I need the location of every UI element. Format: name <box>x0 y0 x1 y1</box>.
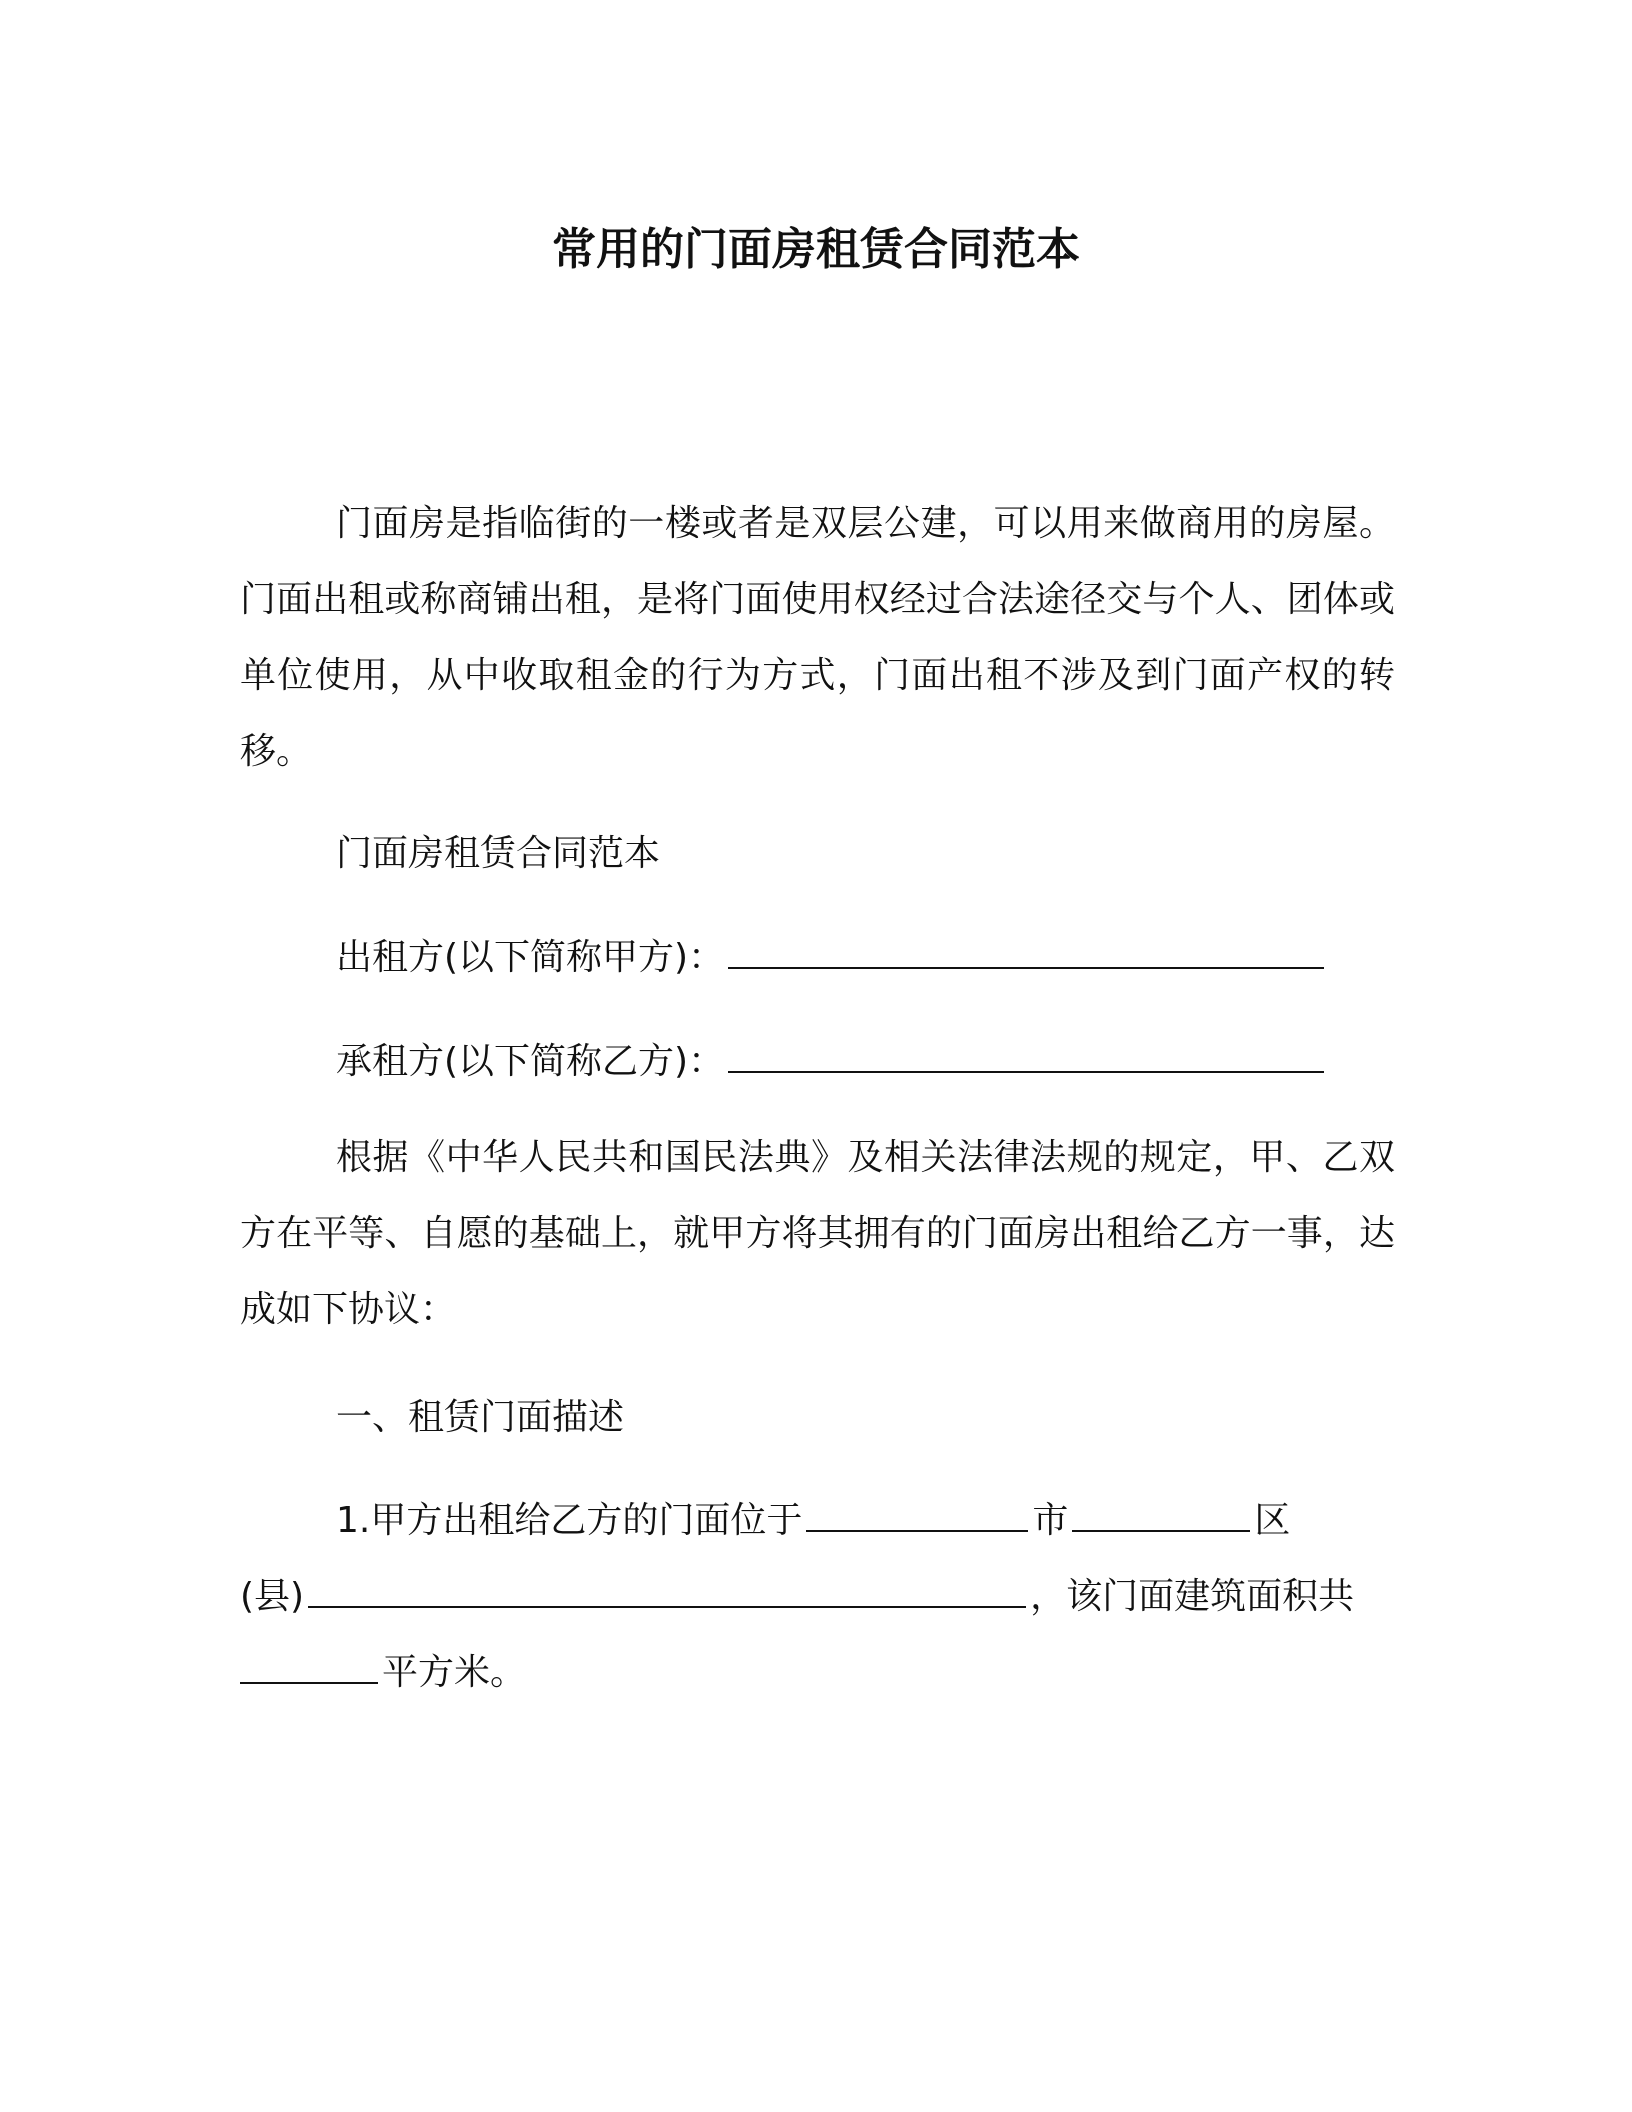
lessee-blank <box>728 1039 1324 1073</box>
district-label: 区 <box>1254 1500 1291 1541</box>
clause1-line2 <box>240 1569 1354 1625</box>
clause1-line3 <box>240 1645 526 1701</box>
lessor-label: 出租方(以下简称甲方)： <box>336 937 725 978</box>
preamble-paragraph <box>240 1120 1395 1348</box>
lessor-line <box>336 930 1328 986</box>
county-blank <box>308 1574 1026 1608</box>
area-blank <box>240 1650 378 1684</box>
section1-heading: 一、租赁门面描述 <box>336 1397 625 1438</box>
intro-text: 门面房是指临街的一楼或者是双层公建，可以用来做商用的房屋。门面出租或称商铺出租，是将门面使用权经过合法途径交与个人、团体或单位使用，从中收取租金的行为方式，门面出租不涉及到门面产权的转移。 <box>240 503 1395 772</box>
district-blank <box>1072 1498 1250 1532</box>
lessor-blank <box>728 935 1324 969</box>
county-label: (县) <box>240 1576 305 1617</box>
document-title: 常用的门面房租赁合同范本 <box>552 224 1080 275</box>
clause1-intro: 1.甲方出租给乙方的门面位于 <box>336 1500 803 1541</box>
area-text: ，该门面建筑面积共 <box>1030 1576 1355 1617</box>
contract-subtitle: 门面房租赁合同范本 <box>336 833 661 874</box>
preamble-text: 根据《中华人民共和国民法典》及相关法律法规的规定，甲、乙双方在平等、自愿的基础上，就甲方将其拥有的门面房出租给乙方一事，达成如下协议： <box>240 1137 1395 1330</box>
intro-paragraph <box>240 486 1395 790</box>
lessee-label: 承租方(以下简称乙方)： <box>336 1041 725 1082</box>
city-blank <box>806 1498 1028 1532</box>
city-label: 市 <box>1032 1500 1069 1541</box>
lessee-line <box>336 1034 1328 1090</box>
area-unit: 平方米。 <box>382 1652 527 1693</box>
clause1-line1 <box>336 1493 1290 1549</box>
